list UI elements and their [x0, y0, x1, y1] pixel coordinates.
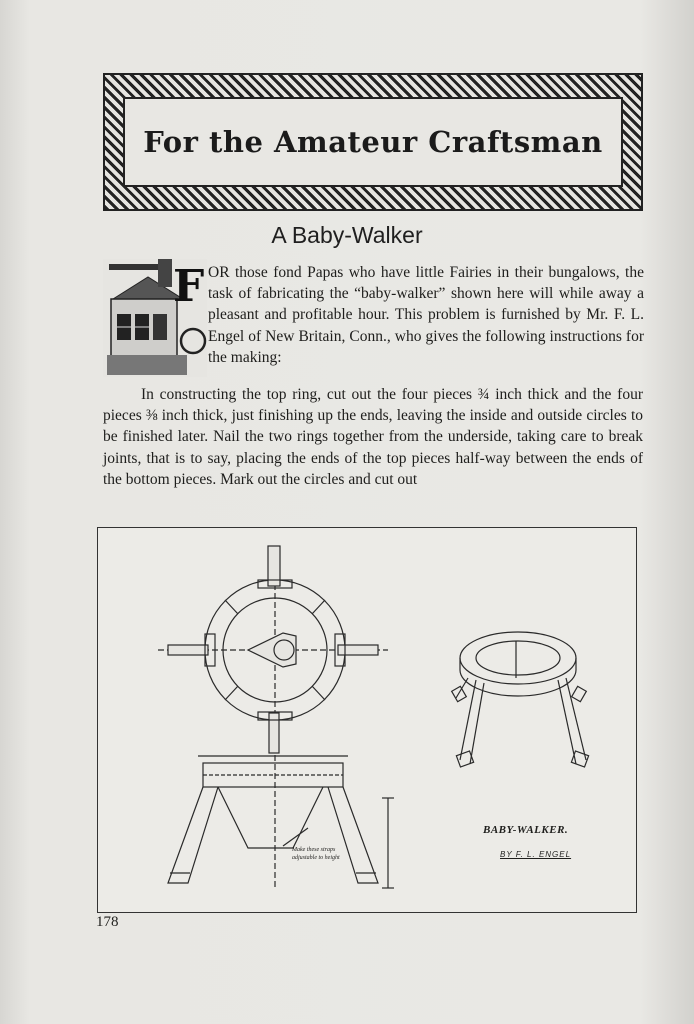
banner-title: For the Amateur Craftsman [143, 125, 603, 159]
perspective-ring-outer [460, 632, 576, 684]
intro-paragraph: OR those fond Papas who have little Fairies in their bungalows, the task of fabricating the “baby-walker” shown here will while away a pleasant and profitable hour. This problem is furnished by Mr. F. L. Engel of New Britain, Conn., who gives the following instructions for the making: [208, 264, 644, 366]
dropcap-illustration [103, 259, 207, 377]
page-number: 178 [96, 914, 119, 930]
figure-caption-author: BY F. L. ENGEL [500, 850, 572, 859]
dropcap-letter: F [173, 261, 205, 312]
perspective-ring-inner [476, 641, 560, 675]
figure-caption-title: BABY-WALKER. [483, 824, 569, 836]
header-banner [103, 73, 643, 211]
drawing-note: Make these straps adjustable to height [292, 847, 340, 861]
baby-walker-drawing [97, 527, 637, 913]
article-title: A Baby-Walker [271, 222, 423, 248]
body-paragraph: In constructing the top ring, cut out the four pieces ¾ inch thick and the four pieces ⅜ inch thick, just finishing up the ends, leaving the inside and outside circles to be finished later. Nail the two rings together from the underside, taking care to break joints, that is to say, placing the ends of the top pieces half-way between the ends of the bottom pieces. Mark out the circles and cut out [103, 386, 643, 488]
banner-frame [123, 97, 623, 187]
